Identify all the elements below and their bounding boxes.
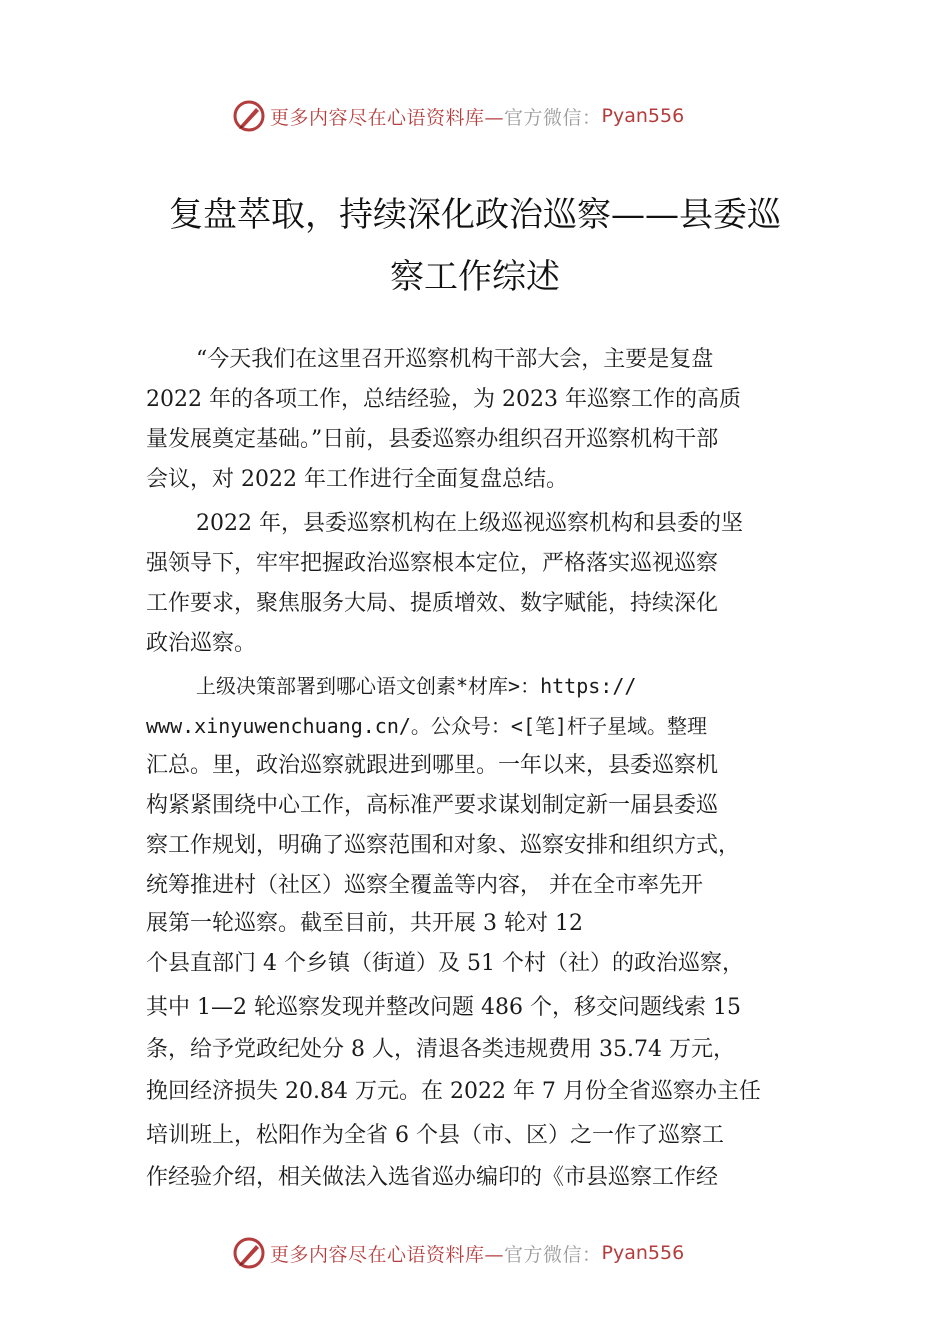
- body-line: www.xinyuwenchuang.cn/。公众号：<[笔]杆子星域。整理: [146, 714, 708, 738]
- banner-text: 更多内容尽在心语资料库—: [270, 1243, 505, 1266]
- body-line: 量发展奠定基础。”日前，县委巡察办组织召开巡察机构干部: [146, 427, 719, 452]
- body-line: 作经验介绍，相关做法入选省巡办编印的《市县巡察工作经: [146, 1165, 719, 1190]
- body-line: 培训班上，松阳作为全省 6 个县（市、区）之一作了巡察工: [146, 1123, 724, 1148]
- title-line: 复盘萃取，持续深化政治巡察——县委巡: [169, 195, 781, 235]
- title-line: 察工作综述: [390, 257, 560, 297]
- body-line: 会议，对 2022 年工作进行全面复盘总结。: [146, 467, 568, 492]
- body-line: 挽回经济损失 20.84 万元。在 2022 年 7 月份全省巡察办主任: [146, 1079, 761, 1104]
- body-line: 构紧紧围绕中心工作，高标准严要求谋划制定新一届县委巡: [146, 793, 719, 818]
- body-line: 个县直部门 4 个乡镇（街道）及 51 个村（社）的政治巡察，: [146, 951, 744, 976]
- banner-wechat-label: 官方微信：: [504, 1243, 602, 1266]
- pen-logo-icon: [232, 1236, 266, 1270]
- body-line: 条，给予党政纪处分 8 人，清退各类违规费用 35.74 万元，: [146, 1037, 735, 1062]
- body-line: 强领导下，牢牢把握政治巡察根本定位，严格落实巡视巡察: [146, 551, 719, 576]
- body-line: 政治巡察。: [146, 631, 257, 656]
- body-line: 察工作规划，明确了巡察范围和对象、巡察安排和组织方式，: [146, 833, 741, 858]
- banner-wechat-label: 官方微信：: [504, 106, 602, 129]
- header-banner: [232, 96, 684, 136]
- body-line: 工作要求，聚焦服务大局、提质增效、数字赋能，持续深化: [146, 591, 719, 616]
- body-line: 展第一轮巡察。截至目前，共开展 3 轮对 12: [146, 911, 583, 936]
- body-line: 统筹推进村（社区）巡察全覆盖等内容， 并在全市率先开: [146, 873, 703, 898]
- document-title: [120, 184, 830, 308]
- body-line: 2022 年的各项工作，总结经验，为 2023 年巡察工作的高质: [146, 387, 741, 412]
- pen-logo-icon: [232, 99, 266, 133]
- body-line: 汇总。里，政治巡察就跟进到哪里。一年以来，县委巡察机: [146, 753, 719, 778]
- body-line: “今天我们在这里召开巡察机构干部大会，主要是复盘: [196, 347, 714, 372]
- banner-wechat-id: Pyan556: [601, 1242, 685, 1264]
- banner-wechat-id: Pyan556: [601, 105, 685, 127]
- body-line: 其中 1—2 轮巡察发现并整改问题 486 个，移交问题线索 15: [146, 995, 741, 1020]
- footer-banner: [232, 1233, 684, 1273]
- body-line: 2022 年，县委巡察机构在上级巡视巡察机构和县委的坚: [196, 511, 743, 536]
- body-line: 上级决策部署到哪心语文创素*材库>：https://: [196, 674, 637, 698]
- banner-text: 更多内容尽在心语资料库—: [270, 106, 505, 129]
